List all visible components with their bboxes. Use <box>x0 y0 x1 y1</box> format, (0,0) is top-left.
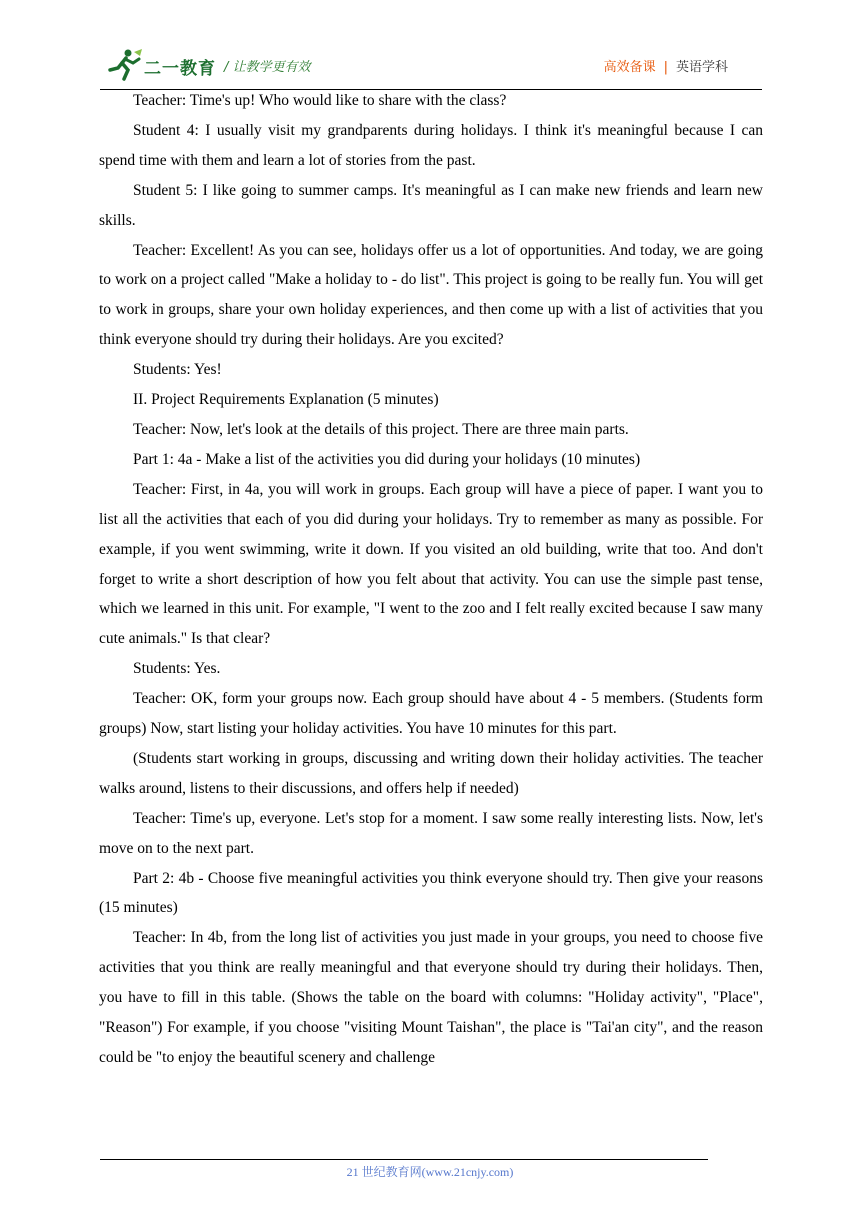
logo-text: 二一教育 <box>144 59 216 79</box>
paragraph: Teacher: OK, form your groups now. Each group should have about 4 - 5 members. (Students form groups) Now, start listing your holiday activities. You have 10 minutes for this part. <box>99 690 763 738</box>
page-header <box>100 48 762 88</box>
header-separator: | <box>663 60 668 75</box>
paragraph: Teacher: Now, let's look at the details of this project. There are three main parts. <box>133 420 629 438</box>
part-heading: Part 2: 4b - Choose five meaningful activities you think everyone should try. Then give your reasons (15 minutes) <box>99 869 763 917</box>
paragraph: (Students start working in groups, discussing and writing down their holiday activities. The teacher walks around, listens to their discussions, and offers help if needed) <box>99 749 763 797</box>
logo <box>104 48 216 82</box>
header-label-subject: 英语学科 <box>675 60 728 75</box>
paragraph: Teacher: Excellent! As you can see, holidays offer us a lot of opportunities. And today, we are going to work on a project called "Make a holiday to - do list". This project is going to be really fun. You will get to work in groups, share your own holiday experiences, and then come up with a list of activities that you think everyone should try during their holidays. Are you excited? <box>99 241 763 349</box>
section-heading: II. Project Requirements Explanation (5 minutes) <box>133 391 439 409</box>
paragraph: Teacher: First, in 4a, you will work in groups. Each group will have a piece of paper. I want you to list all the activities that each of you did during your holidays. Try to remember as many as possible. For example, if you went swimming, write it down. If you visited an old building, write that too. And don't forget to write a short description of how you felt about that activity. You can use the simple past tense, which we learned in this unit. For example, "I went to the zoo and I felt really excited because I saw many cute animals." Is that clear? <box>99 480 763 648</box>
paragraph: Teacher: Time's up! Who would like to share with the class? <box>133 92 507 109</box>
paragraph: Teacher: Time's up, everyone. Let's stop for a moment. I saw some really interesting lists. Now, let's move on to the next part. <box>99 809 763 857</box>
paragraph: Students: Yes. <box>133 660 221 678</box>
slogan: / 让教学更有效 <box>224 60 311 75</box>
document-body <box>99 86 763 1073</box>
part-heading: Part 1: 4a - Make a list of the activities you did during your holidays (10 minutes) <box>133 450 641 468</box>
page-footer: 21 世纪教育网(www.21cnjy.com) <box>346 1165 514 1179</box>
paragraph: Student 5: I like going to summer camps. It's meaningful as I can make new friends and learn new skills. <box>99 181 763 229</box>
paragraph: Students: Yes! <box>133 361 222 379</box>
runner-logo-icon <box>104 48 144 82</box>
header-label-prep: 高效备课 <box>603 60 656 75</box>
header-subject <box>604 56 728 75</box>
footer-divider <box>100 1159 708 1160</box>
paragraph: Teacher: In 4b, from the long list of activities you just made in your groups, you need to choose five activities that you think are really meaningful and that everyone should try during their holidays. Then, you have to fill in this table. (Shows the table on the board with columns: "Holiday activity", "Place", "Reason") For example, if you choose "visiting Mount Taishan", the place is "Tai'an city", and the reason could be "to enjoy the beautiful scenery and challenge <box>99 929 763 1066</box>
paragraph: Student 4: I usually visit my grandparents during holidays. I think it's meaningful because I can spend time with them and learn a lot of stories from the past. <box>99 121 763 169</box>
